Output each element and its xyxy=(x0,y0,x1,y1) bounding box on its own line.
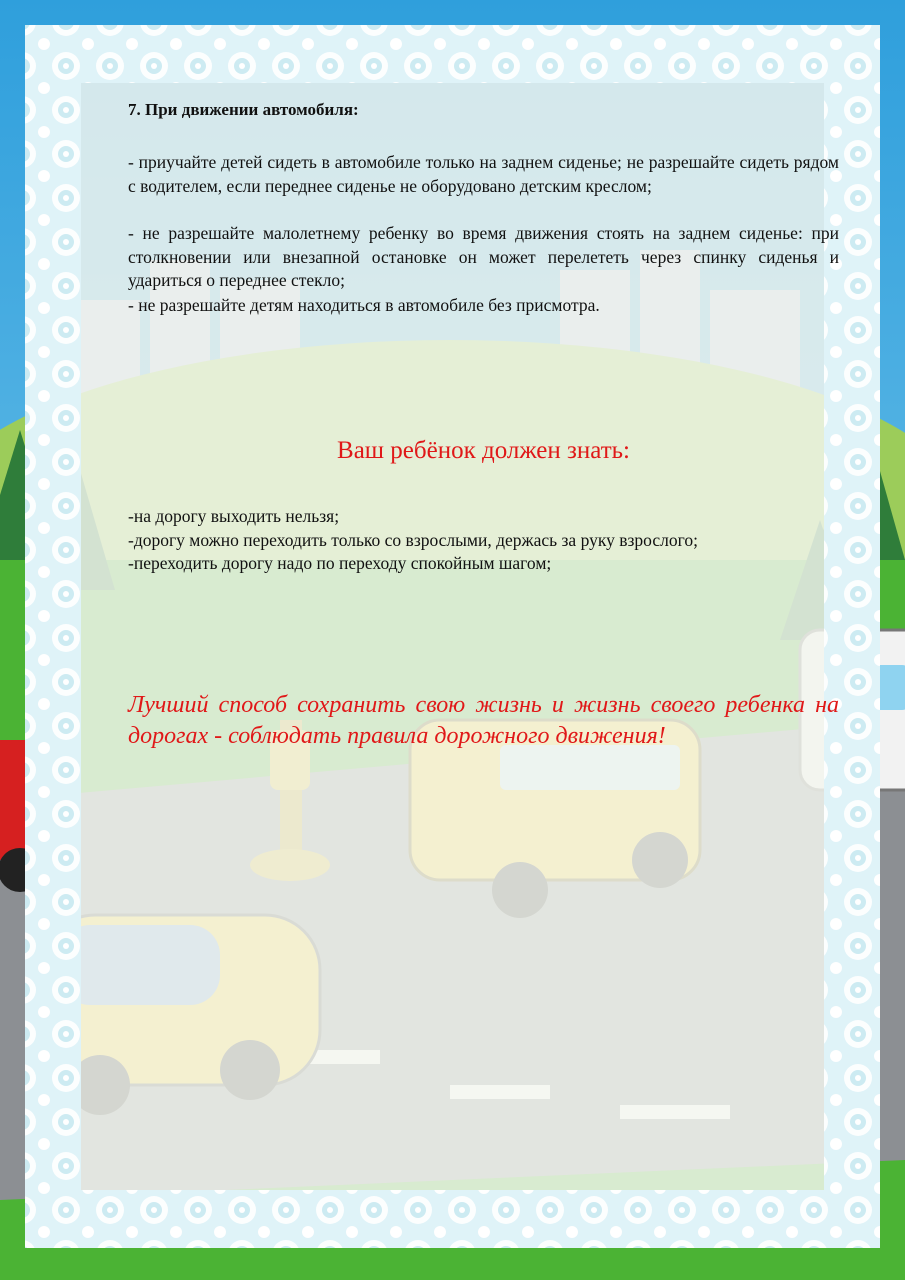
know-item-3: -переходить дорогу надо по переходу спокойным шагом; xyxy=(128,553,552,573)
section-heading: 7. При движении автомобиля: xyxy=(128,100,359,119)
closing-message: Лучший способ сохранить свою жизнь и жизнь своего ребенка на дорогах - соблюдать правила дорожного движения! xyxy=(128,692,839,749)
rule-item-2: - не разрешайте малолетнему ребенку во время движения стоять на заднем сиденье: при столкновении или внезапной остановке он может перелететь через спинку сиденья и удариться о переднее стекло; xyxy=(128,223,839,290)
know-list xyxy=(128,505,839,576)
know-item-2: -дорогу можно переходить только со взрослыми, держась за руку взрослого; xyxy=(128,529,698,550)
know-title: Ваш ребёнок должен знать: xyxy=(337,437,630,464)
know-item-1: -на дорогу выходить нельзя; xyxy=(128,506,340,526)
rule-item-3: - не разрешайте детям находиться в автомобиле без присмотра. xyxy=(128,295,600,315)
rule-item-1: - приучайте детей сидеть в автомобиле только на заднем сиденье; не разрешайте сидеть рядом с водителем, если переднее сиденье не оборудовано детским креслом; xyxy=(128,152,839,196)
